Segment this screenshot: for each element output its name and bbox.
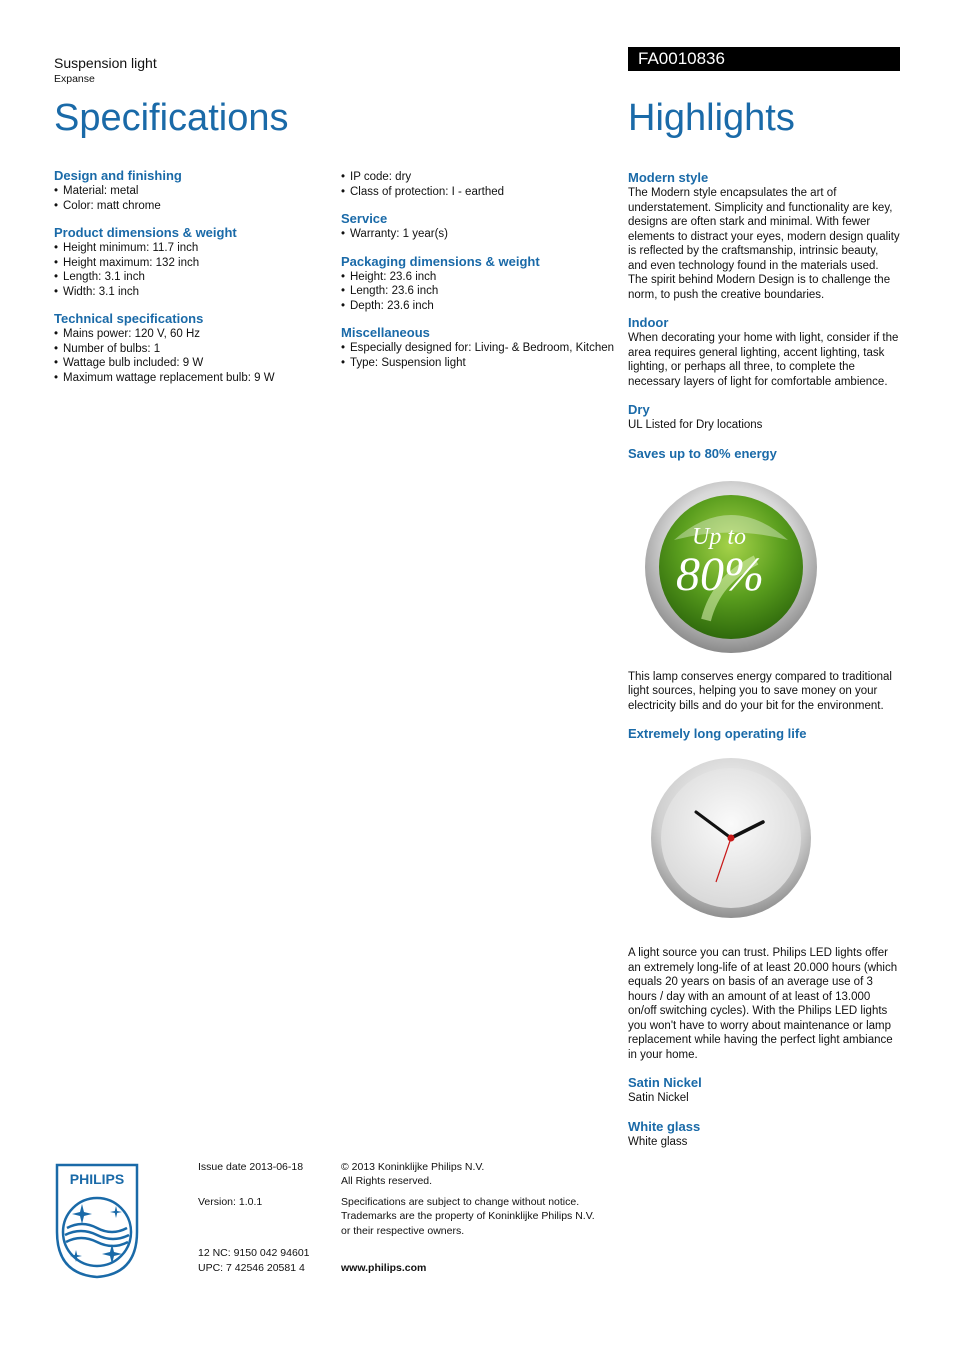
product-code-bar — [628, 47, 900, 71]
highlight-text: UL Listed for Dry locations — [628, 419, 763, 431]
highlight-text: A light source you can trust. Philips LED lights offer an extremely long-life of at least 20.000 hours (which equals 20 years on basis of an average use of 3 hours / day with an amount of at least of 13.000 on/off switching cycles). With the Philips LED lights you won't have to worry about maintenance or lamp replacement while having the perfect light ambiance in your home. — [628, 947, 898, 1061]
spec-item: • Class of protection: I - earthed — [341, 185, 621, 200]
highlight-indoor — [628, 315, 900, 389]
highlight-satin-nickel — [628, 1075, 900, 1106]
spec-item: • Color: matt chrome — [54, 199, 334, 214]
spec-item: • Length: 23.6 inch — [341, 284, 621, 299]
spec-item: • Number of bulbs: 1 — [54, 342, 334, 357]
spec-section-service — [341, 211, 621, 242]
issue-date: Issue date 2013-06-18 — [198, 1161, 304, 1173]
energy-badge-image — [636, 470, 826, 660]
spec-section-miscellaneous — [341, 325, 621, 370]
legal-line-2: Trademarks are the property of Koninklijke Philips N.V. — [341, 1210, 595, 1222]
logo-text: PHILIPS — [69, 1171, 125, 1187]
spec-item: • Warranty: 1 year(s) — [341, 227, 621, 242]
highlight-heading: Indoor — [628, 315, 669, 330]
highlight-text: This lamp conserves energy compared to traditional light sources, helping you to save money on your electricity bills and do your bit for the environment. — [628, 670, 892, 712]
spec-section-packaging — [341, 254, 621, 314]
upc-number: UPC: 7 42546 20581 4 — [198, 1262, 305, 1274]
copyright-line-1: © 2013 Koninklijke Philips N.V. — [341, 1161, 485, 1173]
spec-heading: Packaging dimensions & weight — [341, 253, 540, 269]
spec-section-product-dimensions — [54, 225, 334, 299]
spec-section-technical — [54, 311, 334, 385]
spec-item: • Wattage bulb included: 9 W — [54, 356, 334, 371]
spec-item: • IP code: dry — [341, 170, 621, 185]
highlight-long-life — [628, 726, 900, 1062]
energy-badge-icon — [636, 470, 826, 660]
philips-logo — [54, 1162, 140, 1280]
clock-image — [636, 748, 826, 938]
highlights-column — [628, 170, 900, 1162]
product-code: FA0010836 — [638, 49, 725, 68]
highlight-heading: Modern style — [628, 170, 709, 185]
highlight-heading: White glass — [628, 1118, 701, 1134]
clock-icon — [636, 748, 826, 938]
highlight-text: Satin Nickel — [628, 1092, 689, 1104]
product-subtitle: Expanse — [54, 73, 95, 85]
copyright-line-2: All Rights reserved. — [341, 1175, 433, 1187]
spec-item: • Height minimum: 11.7 inch — [54, 241, 334, 256]
spec-heading: Technical specifications — [54, 311, 204, 326]
highlight-heading: Dry — [628, 402, 650, 417]
badge-big-text: 80% — [676, 547, 764, 601]
product-name: Suspension light — [54, 55, 157, 71]
specs-left-column — [54, 168, 334, 397]
highlight-text: When decorating your home with light, consider if the area requires general lighting, accent lighting, task lighting, or perhaps all three, to complete the necessary layers of light for comfortable ambience. — [628, 332, 899, 388]
spec-item: • Width: 3.1 inch — [54, 285, 334, 300]
highlight-white-glass — [628, 1119, 900, 1150]
specifications-title: Specifications — [54, 97, 289, 139]
highlight-heading: Saves up to 80% energy — [628, 445, 777, 461]
spec-item: • Mains power: 120 V, 60 Hz — [54, 327, 334, 342]
highlight-heading: Satin Nickel — [628, 1075, 702, 1090]
version: Version: 1.0.1 — [198, 1196, 263, 1208]
website-link[interactable]: www.philips.com — [341, 1262, 427, 1274]
spec-section-continued — [341, 170, 621, 199]
highlight-text: The Modern style encapsulates the art of understatement. Simplicity and functionality are key, designs are often stark and minimal. With fewer elements to distract your eyes, modern design quality is reflected by the craftsmanship, intrinsic beauty, and even technology found in the materials used. The spirit behind Modern Design is to challenge the norm, to push the creative boundaries. — [628, 187, 900, 301]
highlight-energy — [628, 446, 900, 714]
highlight-heading: Extremely long operating life — [628, 726, 807, 741]
spec-item: • Length: 3.1 inch — [54, 270, 334, 285]
spec-item: • Material: metal — [54, 184, 334, 199]
philips-shield-icon — [54, 1162, 140, 1280]
spec-item: • Height: 23.6 inch — [341, 270, 621, 285]
spec-heading: Product dimensions & weight — [54, 225, 237, 240]
legal-line-3: or their respective owners. — [341, 1225, 465, 1237]
highlight-modern-style — [628, 170, 900, 302]
nc-number: 12 NC: 9150 042 94601 — [198, 1247, 310, 1259]
spec-item: • Especially designed for: Living- & Bedroom, Kitchen — [341, 341, 621, 356]
legal-line-1: Specifications are subject to change without notice. — [341, 1196, 580, 1208]
spec-section-design — [54, 168, 334, 213]
highlight-dry — [628, 402, 900, 433]
spec-item: • Depth: 23.6 inch — [341, 299, 621, 314]
spec-item: • Maximum wattage replacement bulb: 9 W — [54, 371, 334, 386]
highlights-title: Highlights — [628, 97, 795, 139]
badge-top-text: Up to — [692, 523, 746, 550]
spec-item: • Height maximum: 132 inch — [54, 256, 334, 271]
spec-heading: Miscellaneous — [341, 325, 430, 340]
highlight-text: White glass — [628, 1135, 688, 1148]
specs-middle-column — [341, 170, 621, 382]
spec-heading: Service — [341, 211, 388, 226]
spec-item: • Type: Suspension light — [341, 356, 621, 371]
spec-heading: Design and finishing — [54, 168, 182, 183]
